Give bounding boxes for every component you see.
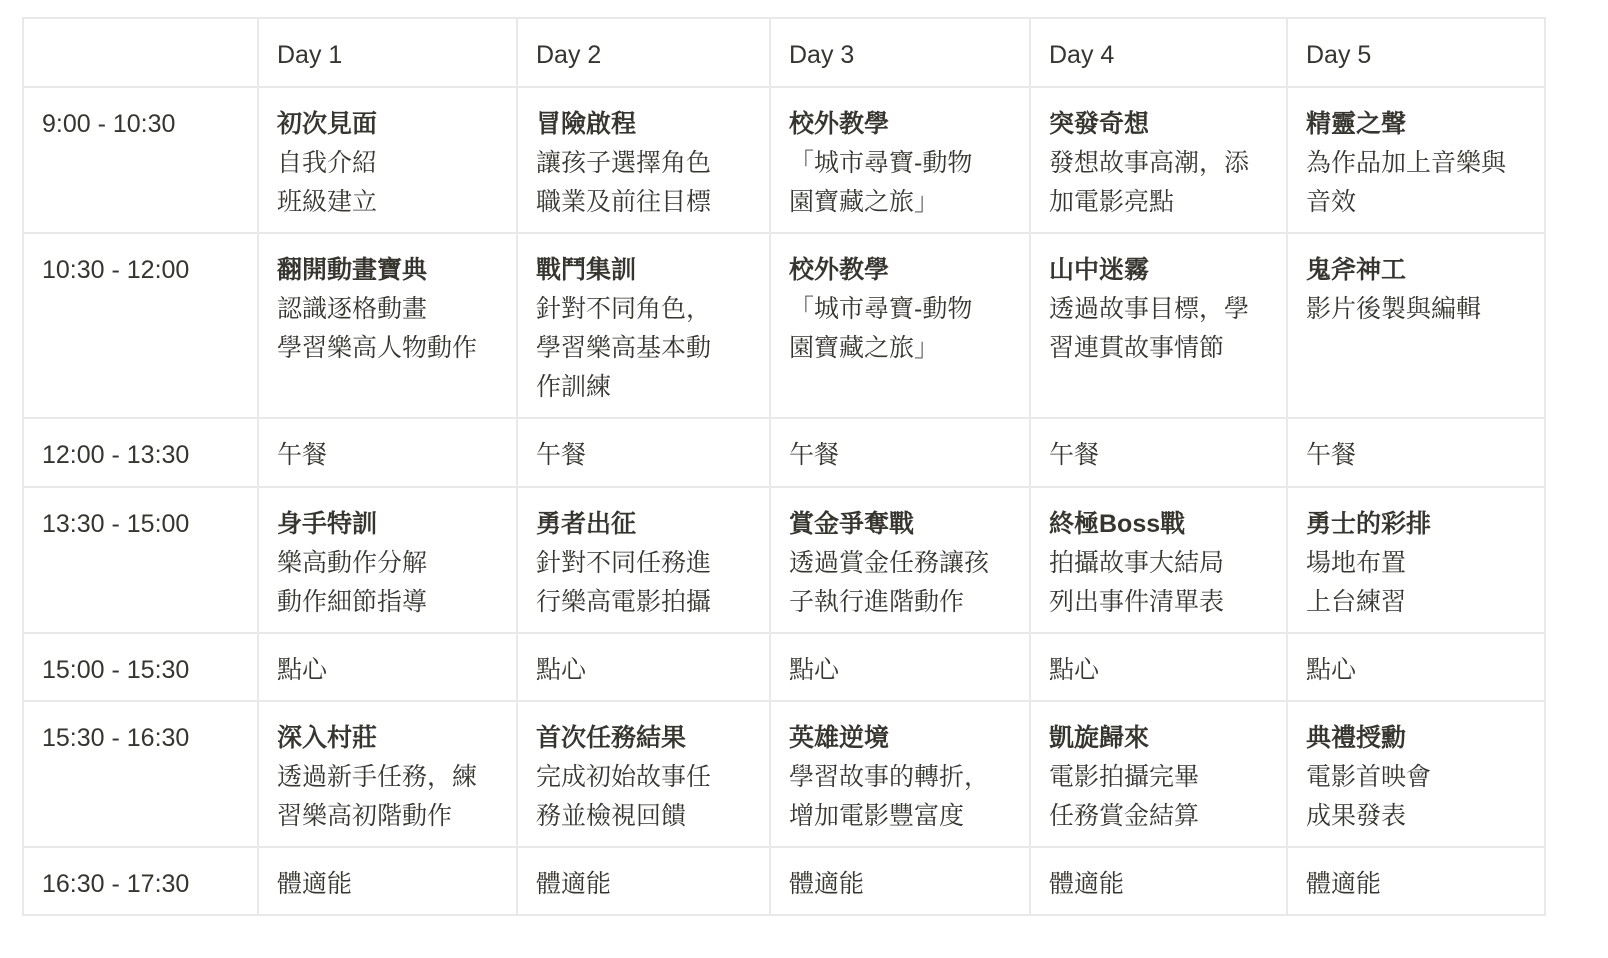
activity-cell — [258, 633, 517, 701]
activity-description: 習樂高初階動作 — [277, 802, 453, 830]
activity-description: 行樂高電影拍攝 — [536, 588, 712, 616]
time-slot-cell: 15:00 - 15:30 — [23, 633, 258, 701]
activity-title: 翻開動畫寶典 — [277, 256, 428, 284]
time-slot-cell: 12:00 - 13:30 — [23, 418, 258, 487]
day-header-1: Day 1 — [258, 18, 517, 87]
activity-description: 點心 — [1306, 656, 1357, 684]
activity-description: 點心 — [277, 656, 328, 684]
activity-description: 加電影亮點 — [1049, 188, 1175, 216]
activity-title: 校外教學 — [789, 256, 890, 284]
day-header-2: Day 2 — [517, 18, 770, 87]
activity-cell — [258, 701, 517, 847]
activity-description: 發想故事高潮，添 — [1049, 149, 1250, 177]
activity-title: 勇士的彩排 — [1306, 510, 1432, 538]
activity-description: 音效 — [1306, 188, 1357, 216]
activity-cell — [258, 418, 517, 487]
activity-cell — [1287, 847, 1545, 915]
activity-description: 園寶藏之旅」 — [789, 334, 940, 362]
activity-description: 學習樂高基本動 — [536, 334, 712, 362]
table-row — [23, 487, 1545, 633]
time-slot-cell: 10:30 - 12:00 — [23, 233, 258, 418]
activity-description: 拍攝故事大結局 — [1049, 549, 1225, 577]
activity-cell — [1287, 87, 1545, 233]
table-row — [23, 701, 1545, 847]
activity-cell — [1030, 847, 1287, 915]
table-row — [23, 233, 1545, 418]
time-slot-cell: 16:30 - 17:30 — [23, 847, 258, 915]
activity-cell — [770, 847, 1030, 915]
activity-description: 樂高動作分解 — [277, 549, 428, 577]
activity-title: 突發奇想 — [1049, 110, 1150, 138]
activity-cell — [1287, 633, 1545, 701]
activity-description: 動作細節指導 — [277, 588, 428, 616]
activity-title: 校外教學 — [789, 110, 890, 138]
activity-cell — [517, 633, 770, 701]
activity-cell — [770, 418, 1030, 487]
day-header-3: Day 3 — [770, 18, 1030, 87]
activity-description: 「城市尋寶-動物 — [789, 295, 973, 323]
activity-description: 務並檢視回饋 — [536, 802, 687, 830]
activity-description: 針對不同角色， — [536, 295, 712, 323]
activity-description: 習連貫故事情節 — [1049, 334, 1225, 362]
activity-title: 英雄逆境 — [789, 724, 890, 752]
activity-description: 體適能 — [1049, 870, 1125, 898]
activity-cell — [1287, 701, 1545, 847]
activity-description: 影片後製與編輯 — [1306, 295, 1482, 323]
activity-title: 深入村莊 — [277, 724, 378, 752]
activity-cell — [1030, 87, 1287, 233]
activity-cell — [258, 233, 517, 418]
activity-description: 列出事件清單表 — [1049, 588, 1225, 616]
schedule-table — [22, 17, 1546, 916]
activity-description: 體適能 — [1306, 870, 1382, 898]
activity-cell — [258, 847, 517, 915]
activity-cell — [770, 233, 1030, 418]
activity-cell — [1030, 633, 1287, 701]
activity-cell — [517, 418, 770, 487]
day-header-4: Day 4 — [1030, 18, 1287, 87]
activity-cell — [258, 87, 517, 233]
activity-title: 鬼斧神工 — [1306, 256, 1407, 284]
activity-description: 午餐 — [1049, 441, 1100, 469]
activity-description: 點心 — [789, 656, 840, 684]
header-row — [23, 18, 1545, 87]
activity-description: 學習樂高人物動作 — [277, 334, 478, 362]
activity-cell — [1030, 487, 1287, 633]
header-corner-cell — [23, 18, 258, 87]
activity-description: 體適能 — [789, 870, 865, 898]
activity-cell — [258, 487, 517, 633]
activity-description: 作訓練 — [536, 373, 612, 401]
activity-cell — [1030, 418, 1287, 487]
activity-cell — [770, 487, 1030, 633]
activity-cell — [517, 847, 770, 915]
activity-description: 自我介紹 — [277, 149, 378, 177]
activity-description: 學習故事的轉折， — [789, 763, 990, 791]
activity-description: 完成初始故事任 — [536, 763, 712, 791]
activity-title: 勇者出征 — [536, 510, 637, 538]
activity-title: 戰鬥集訓 — [536, 256, 637, 284]
table-row — [23, 633, 1545, 701]
activity-description: 電影拍攝完畢 — [1049, 763, 1200, 791]
activity-cell — [1030, 233, 1287, 418]
activity-cell — [517, 233, 770, 418]
activity-description: 任務賞金結算 — [1049, 802, 1200, 830]
activity-cell — [1030, 701, 1287, 847]
activity-description: 透過賞金任務讓孩 — [789, 549, 990, 577]
activity-description: 電影首映會 — [1306, 763, 1432, 791]
activity-title: 凱旋歸來 — [1049, 724, 1150, 752]
activity-description: 透過故事目標，學 — [1049, 295, 1250, 323]
activity-description: 認識逐格動畫 — [277, 295, 428, 323]
activity-description: 點心 — [536, 656, 587, 684]
activity-description: 午餐 — [789, 441, 840, 469]
activity-description: 子執行進階動作 — [789, 588, 965, 616]
activity-title: 終極Boss戰 — [1049, 510, 1186, 538]
activity-description: 體適能 — [277, 870, 353, 898]
activity-description: 園寶藏之旅」 — [789, 188, 940, 216]
activity-description: 午餐 — [536, 441, 587, 469]
table-row — [23, 87, 1545, 233]
activity-title: 精靈之聲 — [1306, 110, 1407, 138]
day-header-5: Day 5 — [1287, 18, 1545, 87]
activity-description: 上台練習 — [1306, 588, 1407, 616]
activity-cell — [517, 87, 770, 233]
activity-description: 為作品加上音樂與 — [1306, 149, 1507, 177]
activity-cell — [1287, 418, 1545, 487]
activity-description: 成果發表 — [1306, 802, 1407, 830]
activity-cell — [770, 633, 1030, 701]
activity-title: 賞金爭奪戰 — [789, 510, 915, 538]
table-row — [23, 418, 1545, 487]
activity-title: 典禮授勳 — [1306, 724, 1407, 752]
time-slot-cell: 13:30 - 15:00 — [23, 487, 258, 633]
activity-title: 冒險啟程 — [536, 110, 637, 138]
activity-cell — [1287, 233, 1545, 418]
activity-description: 午餐 — [277, 441, 328, 469]
activity-description: 針對不同任務進 — [536, 549, 712, 577]
activity-cell — [1287, 487, 1545, 633]
activity-cell — [517, 701, 770, 847]
activity-description: 體適能 — [536, 870, 612, 898]
activity-description: 點心 — [1049, 656, 1100, 684]
activity-title: 首次任務結果 — [536, 724, 687, 752]
activity-cell — [517, 487, 770, 633]
activity-description: 職業及前往目標 — [536, 188, 712, 216]
activity-title: 山中迷霧 — [1049, 256, 1150, 284]
activity-description: 「城市尋寶-動物 — [789, 149, 973, 177]
activity-description: 午餐 — [1306, 441, 1357, 469]
time-slot-cell: 9:00 - 10:30 — [23, 87, 258, 233]
time-slot-cell: 15:30 - 16:30 — [23, 701, 258, 847]
activity-description: 班級建立 — [277, 188, 378, 216]
activity-description: 讓孩子選擇角色 — [536, 149, 712, 177]
table-row — [23, 847, 1545, 915]
activity-cell — [770, 701, 1030, 847]
activity-description: 透過新手任務，練 — [277, 763, 478, 791]
activity-title: 身手特訓 — [277, 510, 378, 538]
activity-cell — [770, 87, 1030, 233]
activity-description: 場地布置 — [1306, 549, 1407, 577]
activity-title: 初次見面 — [277, 110, 378, 138]
activity-description: 增加電影豐富度 — [789, 802, 965, 830]
